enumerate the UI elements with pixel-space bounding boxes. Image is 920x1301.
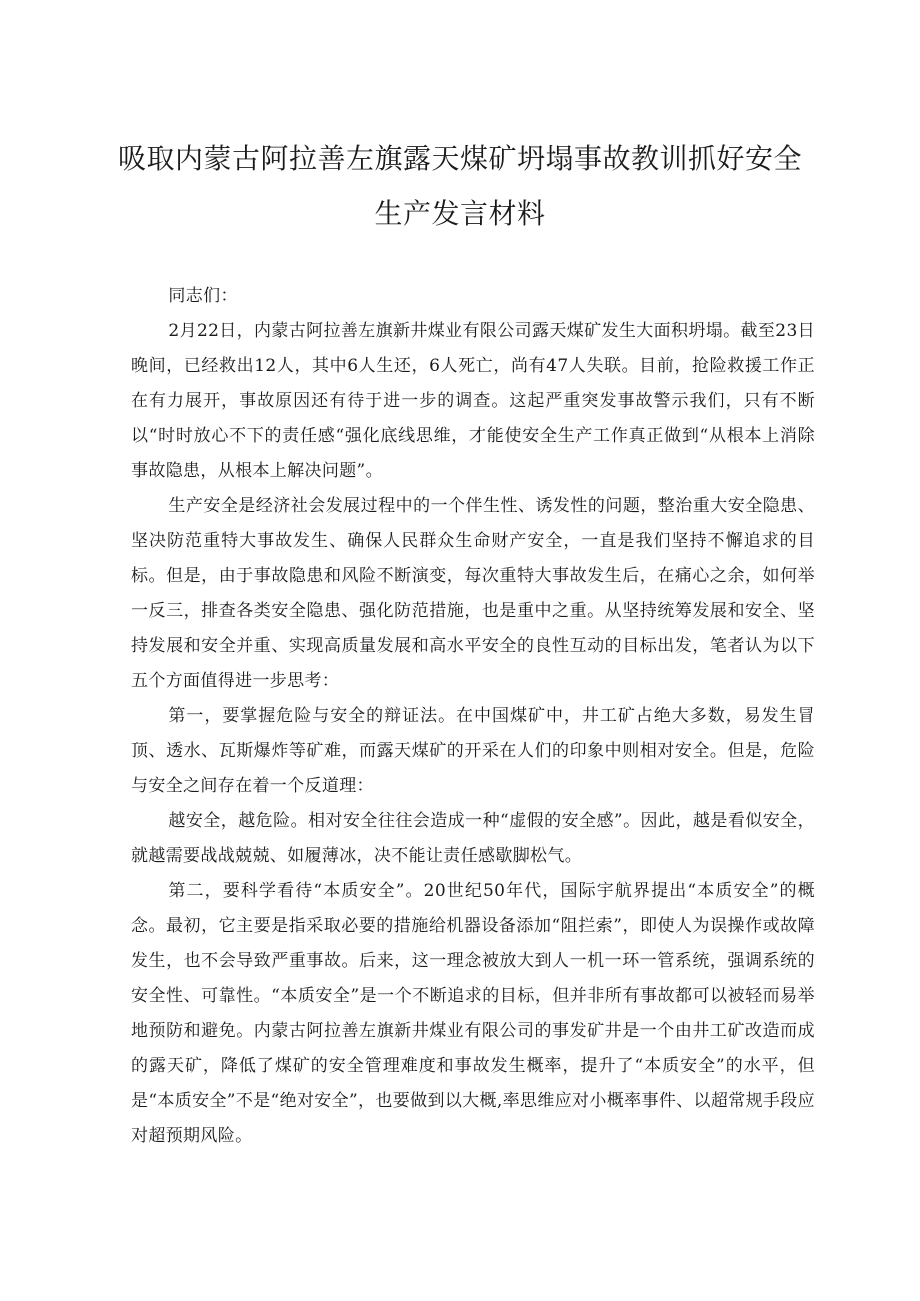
document-title	[100, 131, 820, 241]
paragraph-point-one: 第一，要掌握危险与安全的辩证法。在中国煤矿中，井工矿占绝大多数，易发生冒顶、透水、瓦斯爆炸等矿难，而露天煤矿的开采在人们的印象中则相对安全。但是，危险与安全之间存在着一个反道理：	[131, 706, 815, 796]
paragraph-point-two: 第二，要科学看待“本质安全”。20世纪50年代，国际宇航界提出“本质安全”的概念。最初，它主要是指采取必要的措施给机器设备添加“阻拦索”，即使人为误操作或故障发生，也不会导致严重事故。后来，这一理念被放大到人一机一环一管系统，强调系统的安全性、可靠性。“本质安全”是一个不断追求的目标，但并非所有事故都可以被轻而易举地预防和避免。内蒙古阿拉善左旗新井煤业有限公司的事发矿井是一个由井工矿改造而成的露天矿，降低了煤矿的安全管理难度和事故发生概率，提升了“本质安全”的水平，但是“本质安全”不是“绝对安全”，也要做到以大概,率思维应对小概率事件、以超常规手段应对超预期风险。	[131, 881, 815, 1146]
salutation: 同志们：	[168, 286, 238, 306]
paragraph-point-one-continued: 越安全，越危险。相对安全往往会造成一种“虚假的安全感”。因此，越是看似安全，就越需要战战兢兢、如履薄冰，决不能让责任感歇脚松气。	[131, 811, 815, 866]
document-body	[131, 279, 815, 1154]
title-line-1: 吸取内蒙古阿拉善左旗露天煤矿坍塌事故教训抓好安全	[117, 141, 802, 175]
title-line-2: 生产发言材料	[374, 196, 546, 230]
paragraph-context: 生产安全是经济社会发展过程中的一个伴生性、诱发性的问题，整治重大安全隐患、坚决防范重特大事故发生、确保人民群众生命财产安全，一直是我们坚持不懈追求的目标。但是，由于事故隐患和风险不断演变，每次重特大事故发生后，在痛心之余，如何举一反三，排查各类安全隐患、强化防范措施，也是重中之重。从坚持统筹发展和安全、坚持发展和安全并重、实现高质量发展和高水平安全的良性互动的目标出发，笔者认为以下五个方面值得进一步思考：	[131, 496, 815, 691]
paragraph-incident: 2月22日，内蒙古阿拉善左旗新井煤业有限公司露天煤矿发生大面积坍塌。截至23日晚间，已经救出12人，其中6人生还，6人死亡，尚有47人失联。目前，抢险救援工作正在有力展开，事故原因还有待于进一步的调查。这起严重突发事故警示我们，只有不断以“时时放心不下的责任感“强化底线思维，才能使安全生产工作真正做到“从根本上消除事故隐患，从根本上解决问题”。	[131, 321, 815, 481]
